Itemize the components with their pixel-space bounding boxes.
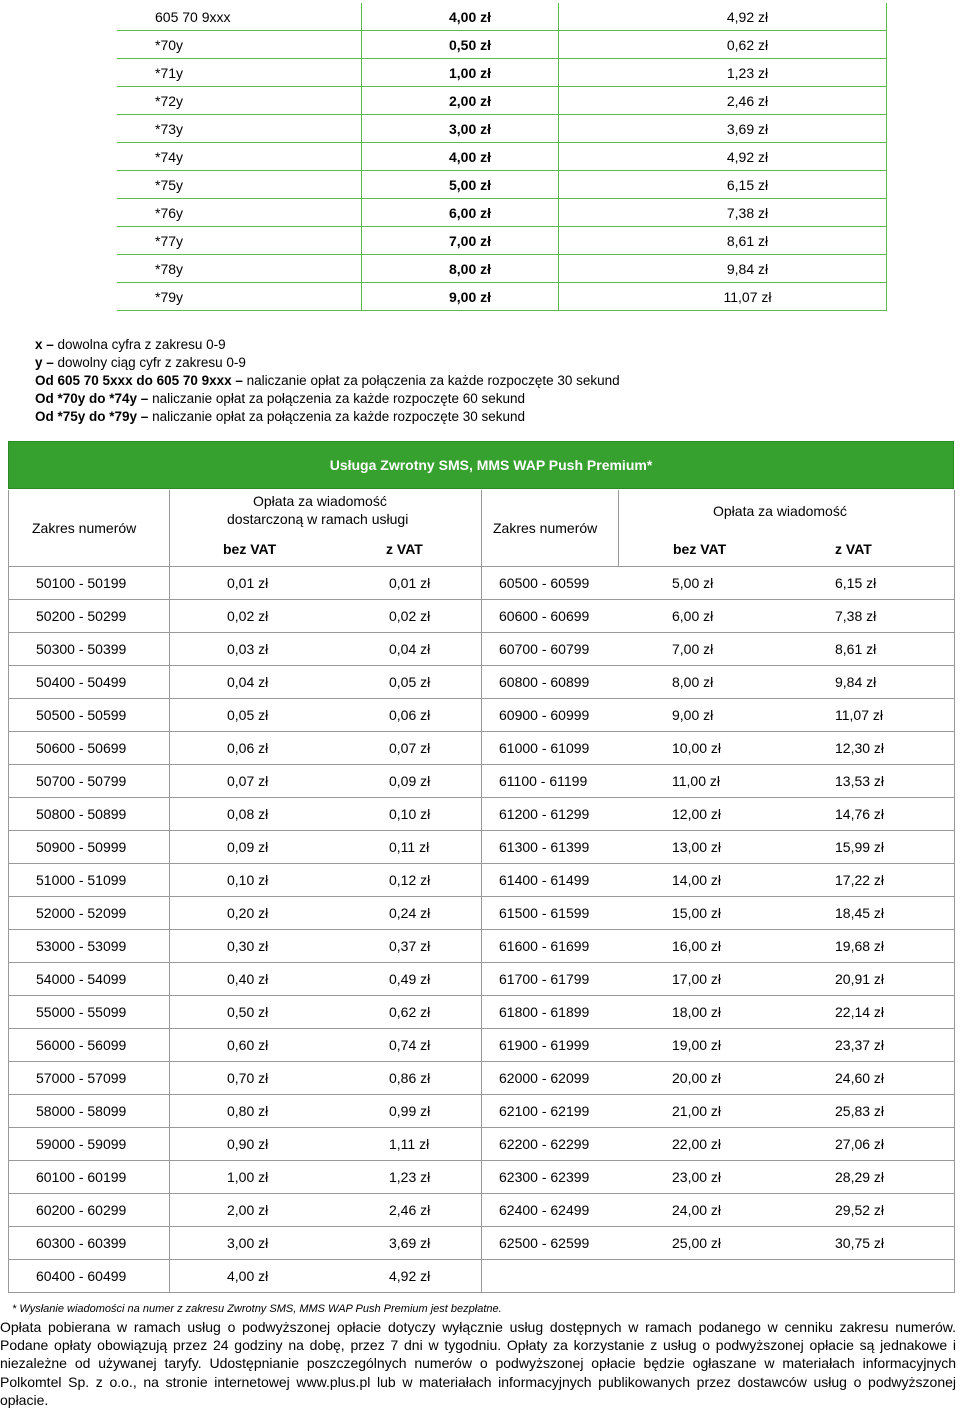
range-right: 60600 - 60699	[499, 608, 590, 624]
premium-number: *76y	[117, 199, 362, 227]
price-net: 4,00 zł	[362, 3, 559, 31]
fee-net-right: 16,00 zł	[672, 938, 722, 954]
fee-gross-right: 20,91 zł	[835, 971, 885, 987]
fee-net-left: 0,20 zł	[227, 905, 269, 921]
range-right: 62100 - 62199	[499, 1103, 590, 1119]
legend-line	[35, 336, 620, 354]
price-net: 1,00 zł	[362, 59, 559, 87]
table-body	[8, 567, 955, 1293]
range-left: 50600 - 50699	[36, 740, 127, 756]
price-net: 0,50 zł	[362, 31, 559, 59]
fee-gross-right: 11,07 zł	[835, 707, 883, 723]
price-net: 5,00 zł	[362, 171, 559, 199]
range-left: 56000 - 56099	[36, 1037, 127, 1053]
legend-term: Od 605 70 5xxx do 605 70 9xxx –	[35, 373, 243, 388]
premium-numbers-body	[117, 3, 887, 311]
fee-net-left: 0,08 zł	[227, 806, 269, 822]
fee-net-left: 0,05 zł	[227, 707, 269, 723]
fee-gross-left: 0,05 zł	[389, 674, 431, 690]
range-left: 59000 - 59099	[36, 1136, 127, 1152]
fee-gross-left: 0,74 zł	[389, 1037, 431, 1053]
fee-net-left: 0,60 zł	[227, 1037, 269, 1053]
premium-number: *77y	[117, 227, 362, 255]
price-gross: 3,69 zł	[559, 115, 887, 143]
table-row	[8, 798, 955, 831]
table-row	[8, 1161, 955, 1194]
table-row	[117, 3, 887, 31]
table-row	[8, 732, 955, 765]
range-left: 50400 - 50499	[36, 674, 127, 690]
legend-description: dowolna cyfra z zakresu 0-9	[53, 337, 226, 352]
fee-net-right: 23,00 zł	[672, 1169, 722, 1185]
price-net: 9,00 zł	[362, 283, 559, 311]
table-row	[8, 1227, 955, 1260]
fee-net-right: 6,00 zł	[672, 608, 714, 624]
range-right: 61500 - 61599	[499, 905, 590, 921]
table-row	[117, 227, 887, 255]
fee-gross-left: 1,11 zł	[389, 1136, 430, 1152]
table-row	[117, 115, 887, 143]
fee-net-right: 18,00 zł	[672, 1004, 722, 1020]
legend-term: y –	[35, 355, 54, 370]
range-right: 61600 - 61699	[499, 938, 590, 954]
table-row	[8, 831, 955, 864]
legend-description: naliczanie opłat za połączenia za każde rozpoczęte 30 sekund	[148, 409, 526, 424]
fee-net-left: 0,06 zł	[227, 740, 269, 756]
fee-gross-left: 0,01 zł	[389, 575, 431, 591]
price-gross: 9,84 zł	[559, 255, 887, 283]
legend-line	[35, 354, 620, 372]
fee-gross-right: 29,52 zł	[835, 1202, 885, 1218]
range-left: 60300 - 60399	[36, 1235, 127, 1251]
legend-term: Od *75y do *79y –	[35, 409, 149, 424]
table-row	[8, 864, 955, 897]
premium-number: *74y	[117, 143, 362, 171]
table-row	[8, 765, 955, 798]
range-right: 61900 - 61999	[499, 1037, 590, 1053]
fee-gross-left: 0,37 zł	[389, 938, 431, 954]
fee-net-right: 15,00 zł	[672, 905, 722, 921]
fee-net-left: 0,03 zł	[227, 641, 269, 657]
price-gross: 11,07 zł	[559, 283, 887, 311]
header-fee-left-line1: Opłata za wiadomość	[253, 493, 387, 509]
banner-title: Usługa Zwrotny SMS, MMS WAP Push Premium*	[329, 457, 653, 473]
premium-number: *73y	[117, 115, 362, 143]
fee-net-right: 20,00 zł	[672, 1070, 722, 1086]
table-header	[8, 490, 955, 567]
range-right: 61000 - 61099	[499, 740, 590, 756]
table-row	[8, 699, 955, 732]
fee-net-right: 17,00 zł	[672, 971, 722, 987]
fee-net-right: 7,00 zł	[672, 641, 714, 657]
table-row	[117, 171, 887, 199]
legend-line	[35, 408, 620, 426]
sms-pricing-table	[8, 490, 955, 1293]
fee-net-right: 14,00 zł	[672, 872, 722, 888]
price-gross: 0,62 zł	[559, 31, 887, 59]
range-right: 60800 - 60899	[499, 674, 590, 690]
fee-net-right: 19,00 zł	[672, 1037, 722, 1053]
table-row	[8, 1029, 955, 1062]
fee-net-left: 3,00 zł	[227, 1235, 269, 1251]
fee-gross-right: 19,68 zł	[835, 938, 885, 954]
fee-gross-left: 0,06 zł	[389, 707, 431, 723]
fee-gross-left: 4,92 zł	[389, 1268, 431, 1284]
premium-number: *71y	[117, 59, 362, 87]
table-row	[8, 1260, 955, 1293]
header-gross-right: z VAT	[835, 541, 872, 557]
table-row	[8, 1128, 955, 1161]
table-row	[8, 600, 955, 633]
fee-net-right: 10,00 zł	[672, 740, 722, 756]
header-fee-left-line2: dostarczoną w ramach usługi	[227, 511, 409, 527]
range-left: 50500 - 50599	[36, 707, 127, 723]
price-net: 7,00 zł	[362, 227, 559, 255]
fee-net-right: 25,00 zł	[672, 1235, 722, 1251]
fee-net-right: 22,00 zł	[672, 1136, 722, 1152]
range-left: 50900 - 50999	[36, 839, 127, 855]
table-row	[8, 1062, 955, 1095]
fee-net-left: 0,50 zł	[227, 1004, 269, 1020]
range-left: 60400 - 60499	[36, 1268, 127, 1284]
range-left: 53000 - 53099	[36, 938, 127, 954]
fee-net-left: 0,80 zł	[227, 1103, 269, 1119]
range-right: 62500 - 62599	[499, 1235, 590, 1251]
fee-net-left: 0,04 zł	[227, 674, 269, 690]
fee-gross-left: 0,09 zł	[389, 773, 431, 789]
range-right: 61400 - 61499	[499, 872, 590, 888]
fee-net-right: 24,00 zł	[672, 1202, 722, 1218]
range-left: 55000 - 55099	[36, 1004, 127, 1020]
fee-net-left: 0,02 zł	[227, 608, 269, 624]
table-row	[8, 897, 955, 930]
footnote-body: Opłata pobierana w ramach usług o podwyższonej opłacie dotyczy wyłącznie usług dostępnych w ramach podanego w cenniku zakresu numerów. Podane opłaty obowiązują przez 24 godziny na dobę, przez 7 dni w tygodniu. Opłaty za korzystanie z usług o podwyższonej opłacie są jednakowe i niezależne od używanej taryfy. Udostępnianie poszczególnych numerów o podwyższonej opłacie będzie ogłaszane w materiałach informacyjnych Polkomtel Sp. z o.o., na stronie internetowej www.plus.pl lub w materiałach informacyjnych publikowanych przez dostawców usług o podwyższonej opłacie.	[0, 1319, 956, 1408]
legend-term: x –	[35, 337, 54, 352]
table-row	[8, 930, 955, 963]
fee-gross-right: 7,38 zł	[835, 608, 877, 624]
fee-gross-left: 0,11 zł	[389, 839, 430, 855]
range-left: 50100 - 50199	[36, 575, 127, 591]
fee-net-left: 0,30 zł	[227, 938, 269, 954]
service-banner	[8, 441, 954, 489]
fee-gross-right: 30,75 zł	[835, 1235, 885, 1251]
header-net-right: bez VAT	[673, 541, 727, 557]
table-row	[117, 255, 887, 283]
fee-gross-left: 0,24 zł	[389, 905, 431, 921]
fee-net-left: 0,09 zł	[227, 839, 269, 855]
fee-gross-right: 6,15 zł	[835, 575, 877, 591]
fee-gross-right: 17,22 zł	[835, 872, 885, 888]
fee-gross-left: 0,04 zł	[389, 641, 431, 657]
fee-gross-right: 15,99 zł	[835, 839, 885, 855]
fee-net-right: 11,00 zł	[672, 773, 720, 789]
fee-gross-left: 0,02 zł	[389, 608, 431, 624]
header-fee-right: Opłata za wiadomość	[713, 503, 847, 519]
fee-gross-right: 25,83 zł	[835, 1103, 885, 1119]
fee-net-left: 0,70 zł	[227, 1070, 269, 1086]
price-net: 2,00 zł	[362, 87, 559, 115]
price-net: 3,00 zł	[362, 115, 559, 143]
range-left: 50300 - 50399	[36, 641, 127, 657]
fee-gross-right: 8,61 zł	[835, 641, 877, 657]
fee-net-right: 21,00 zł	[672, 1103, 722, 1119]
premium-number: *72y	[117, 87, 362, 115]
fee-net-left: 0,10 zł	[227, 872, 269, 888]
price-gross: 1,23 zł	[559, 59, 887, 87]
legend	[35, 336, 620, 426]
range-right: 61100 - 61199	[499, 773, 588, 789]
fee-net-left: 2,00 zł	[227, 1202, 269, 1218]
header-gross-left: z VAT	[386, 541, 423, 557]
fee-net-right: 13,00 zł	[672, 839, 722, 855]
table-row	[117, 283, 887, 311]
fee-gross-right: 24,60 zł	[835, 1070, 885, 1086]
premium-numbers-table	[117, 3, 887, 311]
range-left: 50800 - 50899	[36, 806, 127, 822]
footnote-asterisk: * Wysłanie wiadomości na numer z zakresu Zwrotny SMS, MMS WAP Push Premium jest bezpłatne.	[12, 1303, 502, 1315]
premium-number: *79y	[117, 283, 362, 311]
price-gross: 4,92 zł	[559, 143, 887, 171]
fee-gross-right: 27,06 zł	[835, 1136, 885, 1152]
price-net: 8,00 zł	[362, 255, 559, 283]
legend-term: Od *70y do *74y –	[35, 391, 149, 406]
range-left: 50700 - 50799	[36, 773, 127, 789]
table-row	[8, 1194, 955, 1227]
legend-description: naliczanie opłat za połączenia za każde rozpoczęte 60 sekund	[148, 391, 526, 406]
range-right: 62400 - 62499	[499, 1202, 590, 1218]
fee-gross-left: 0,49 zł	[389, 971, 431, 987]
premium-number: *78y	[117, 255, 362, 283]
fee-gross-left: 0,62 zł	[389, 1004, 431, 1020]
price-gross: 7,38 zł	[559, 199, 887, 227]
range-right: 61700 - 61799	[499, 971, 590, 987]
legend-line	[35, 372, 620, 390]
price-net: 6,00 zł	[362, 199, 559, 227]
price-gross: 8,61 zł	[559, 227, 887, 255]
fee-gross-right: 28,29 zł	[835, 1169, 885, 1185]
fee-net-left: 0,07 zł	[227, 773, 269, 789]
header-range-right: Zakres numerów	[493, 520, 598, 536]
fee-gross-left: 0,99 zł	[389, 1103, 431, 1119]
fee-net-left: 0,90 zł	[227, 1136, 269, 1152]
range-left: 54000 - 54099	[36, 971, 127, 987]
fee-net-right: 12,00 zł	[672, 806, 722, 822]
fee-gross-right: 22,14 zł	[835, 1004, 885, 1020]
price-net: 4,00 zł	[362, 143, 559, 171]
premium-number: 605 70 9xxx	[117, 3, 362, 31]
fee-gross-left: 3,69 zł	[389, 1235, 431, 1251]
fee-net-right: 8,00 zł	[672, 674, 714, 690]
range-right: 62200 - 62299	[499, 1136, 590, 1152]
fee-gross-left: 0,07 zł	[389, 740, 431, 756]
price-gross: 4,92 zł	[559, 3, 887, 31]
fee-gross-left: 0,12 zł	[389, 872, 431, 888]
table-row	[117, 143, 887, 171]
range-right: 61200 - 61299	[499, 806, 590, 822]
legend-description: dowolny ciąg cyfr z zakresu 0-9	[53, 355, 246, 370]
range-left: 52000 - 52099	[36, 905, 127, 921]
range-left: 58000 - 58099	[36, 1103, 127, 1119]
range-left: 60100 - 60199	[36, 1169, 127, 1185]
fee-net-right: 9,00 zł	[672, 707, 714, 723]
fee-gross-right: 14,76 zł	[835, 806, 885, 822]
range-right: 60900 - 60999	[499, 707, 590, 723]
range-left: 57000 - 57099	[36, 1070, 127, 1086]
legend-description: naliczanie opłat za połączenia za każde rozpoczęte 30 sekund	[242, 373, 620, 388]
fee-gross-left: 2,46 zł	[389, 1202, 431, 1218]
table-row	[8, 633, 955, 666]
table-row	[117, 31, 887, 59]
fee-net-left: 1,00 zł	[227, 1169, 269, 1185]
table-row	[8, 567, 955, 600]
table-row	[117, 199, 887, 227]
header-net-left: bez VAT	[223, 541, 277, 557]
table-row	[8, 1095, 955, 1128]
range-right: 62300 - 62399	[499, 1169, 590, 1185]
table-row	[8, 996, 955, 1029]
premium-number: *75y	[117, 171, 362, 199]
table-row	[8, 963, 955, 996]
fee-gross-right: 18,45 zł	[835, 905, 885, 921]
table-row	[117, 87, 887, 115]
fee-net-left: 4,00 zł	[227, 1268, 269, 1284]
legend-line	[35, 390, 620, 408]
range-right: 60700 - 60799	[499, 641, 590, 657]
fee-net-left: 0,01 zł	[227, 575, 269, 591]
range-right: 61800 - 61899	[499, 1004, 590, 1020]
premium-number: *70y	[117, 31, 362, 59]
range-left: 51000 - 51099	[36, 872, 127, 888]
fee-gross-left: 0,86 zł	[389, 1070, 431, 1086]
fee-gross-left: 0,10 zł	[389, 806, 431, 822]
table-row	[8, 666, 955, 699]
table-row	[117, 59, 887, 87]
fee-gross-right: 9,84 zł	[835, 674, 877, 690]
range-left: 60200 - 60299	[36, 1202, 127, 1218]
fee-gross-left: 1,23 zł	[389, 1169, 431, 1185]
range-right: 60500 - 60599	[499, 575, 590, 591]
price-gross: 2,46 zł	[559, 87, 887, 115]
range-right: 62000 - 62099	[499, 1070, 590, 1086]
fee-gross-right: 12,30 zł	[835, 740, 885, 756]
price-gross: 6,15 zł	[559, 171, 887, 199]
fee-net-right: 5,00 zł	[672, 575, 714, 591]
range-left: 50200 - 50299	[36, 608, 127, 624]
fee-net-left: 0,40 zł	[227, 971, 269, 987]
fee-gross-right: 23,37 zł	[835, 1037, 885, 1053]
header-range-left: Zakres numerów	[32, 520, 137, 536]
range-right: 61300 - 61399	[499, 839, 590, 855]
fee-gross-right: 13,53 zł	[835, 773, 885, 789]
